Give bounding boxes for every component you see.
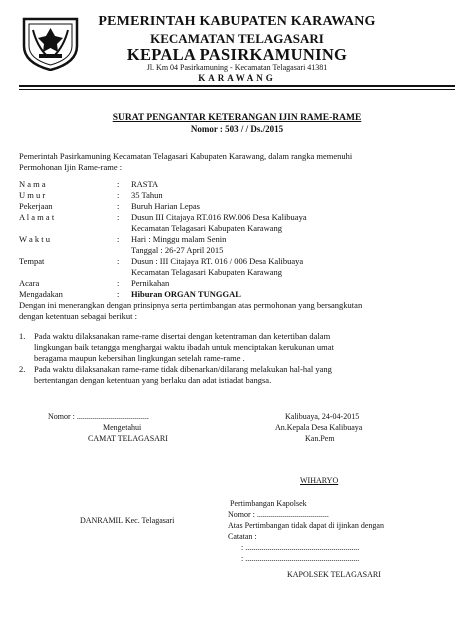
field-colon: : <box>117 256 120 266</box>
field-value: Kecamatan Telagasari Kabupaten Karawang <box>131 267 282 277</box>
field-value: Kecamatan Telagasari Kabupaten Karawang <box>131 223 282 233</box>
kan-pem-line: Kan.Pem <box>305 434 335 443</box>
letter-number: Nomor : 503 / / Ds./2015 <box>190 124 284 134</box>
field-label: Mengadakan <box>19 289 63 299</box>
field-label: W a k t u <box>19 234 51 244</box>
kapolsek-consideration: Pertimbangan Kapolsek <box>230 499 307 508</box>
kop-address: Jl. Km 04 Pasirkamuning - Kecamatan Telagasari 41381 <box>146 63 328 72</box>
intro-line: Pemerintah Pasirkamuning Kecamatan Telagasari Kabupaten Karawang, dalam rangka memenuhi <box>19 151 353 161</box>
field-value: Tanggal : 26-27 April 2015 <box>131 245 224 255</box>
kop-line-district: KECAMATAN TELAGASARI <box>150 31 324 46</box>
kop-line-village-head: KEPALA PASIRKAMUNING <box>126 45 348 64</box>
field-value: Dusun : III Citajaya RT. 016 / 006 Desa Kalibuaya <box>131 256 304 266</box>
camat-title: CAMAT TELAGASARI <box>88 434 168 443</box>
on-behalf-line: An.Kepala Desa Kalibuaya <box>275 423 363 432</box>
letterhead-divider <box>19 85 455 87</box>
letter-date: Kalibuaya, 24-04-2015 <box>285 412 360 421</box>
field-label: Pekerjaan <box>19 201 53 211</box>
field-label: Acara <box>19 278 40 288</box>
danramil-title: DANRAMIL Kec. Telagasari <box>80 516 175 525</box>
field-value: Buruh Harian Lepas <box>131 201 200 211</box>
body-line: Dengan ini menerangkan dengan prinsipnya serta pertimbangan atas permohonan yang bersangkutan <box>19 300 363 310</box>
condition-line: lingkungan baik tetangga menghargai waktu ibadah untuk menciptakan kerukunan umat <box>34 342 334 352</box>
condition-line: beragama maupun kebersihan lingkungan setelah rame-rame . <box>34 353 245 363</box>
kop-city: KARAWANG <box>198 73 276 83</box>
condition-line: Pada waktu dilaksanakan rame-rame disertai dengan ketentraman dan ketertiban dalam <box>34 331 331 341</box>
kapolsek-note: Atas Pertimbangan tidak dapat di ijinkan dengan <box>228 521 384 530</box>
field-label: U m u r <box>19 190 46 200</box>
field-value: Dusun III Citajaya RT.016 RW.006 Desa Kalibuaya <box>131 212 307 222</box>
field-value: 35 Tahun <box>131 190 163 200</box>
field-label: A l a m a t <box>19 212 55 222</box>
kapolsek-nomor: Nomor : .................................... <box>228 510 329 519</box>
field-colon: : <box>117 212 120 222</box>
catatan-blank: : ......................................................... <box>241 554 360 563</box>
condition-line: Pada waktu dilaksanakan rame-rame tidak dibenarkan/dilarang melakukan hal-hal yang <box>34 364 332 374</box>
field-value: RASTA <box>131 179 159 189</box>
field-colon: : <box>117 234 120 244</box>
kapolsek-title: KAPOLSEK TELAGASARI <box>287 570 381 579</box>
catatan-blank: : ......................................................... <box>241 543 360 552</box>
left-nomor: Nomor : .................................... <box>48 412 149 421</box>
field-label: Tempat <box>19 256 45 266</box>
field-colon: : <box>117 278 120 288</box>
condition-number: 1. <box>19 331 26 341</box>
catatan-label: Catatan : <box>228 532 257 541</box>
field-value: Hari : Minggu malam Senin <box>131 234 227 244</box>
condition-number: 2. <box>19 364 26 374</box>
field-colon: : <box>117 289 120 299</box>
letter-title: SURAT PENGANTAR KETERANGAN IJIN RAME-RAME <box>112 113 362 123</box>
field-label: N a m a <box>19 179 46 189</box>
signatory-name: WIHARYO <box>300 476 339 485</box>
field-colon: : <box>117 190 120 200</box>
field-value: Pernikahan <box>131 278 170 288</box>
field-colon: : <box>117 201 120 211</box>
letterhead-divider-thin <box>19 89 455 90</box>
intro-line: Permohonan Ijin Rame-rame : <box>19 162 123 172</box>
field-colon: : <box>117 179 120 189</box>
mengetahui-label: Mengetahui <box>103 423 142 432</box>
field-value: Hiburan ORGAN TUNGGAL <box>131 289 241 299</box>
kop-line-government: PEMERINTAH KABUPATEN KARAWANG <box>98 14 376 29</box>
condition-line: bertentangan dengan ketentuan yang berlaku dan adat istiadat bangsa. <box>34 375 272 385</box>
body-line: dengan ketentuan sebagai berikut : <box>19 311 138 321</box>
